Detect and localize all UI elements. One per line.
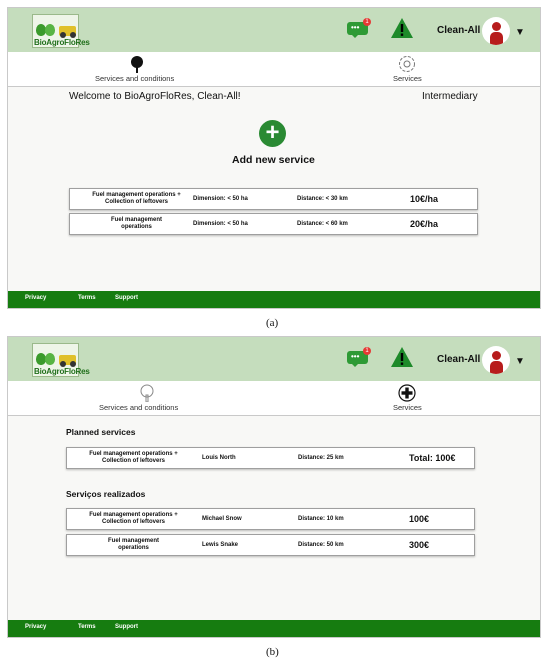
tab-label: Services	[393, 403, 422, 412]
price: 300€	[409, 540, 430, 550]
support-link[interactable]: Support	[115, 295, 138, 301]
plus-gear-icon	[398, 384, 416, 402]
service-name: Fuel management operations	[110, 217, 162, 230]
logo-text: BioAgroFloRes	[34, 38, 90, 47]
screen-a	[7, 7, 541, 309]
avatar-body	[490, 361, 503, 374]
tab-bar	[8, 381, 540, 416]
support-link[interactable]: Support	[115, 624, 138, 630]
app-logo[interactable]	[32, 14, 90, 48]
warning-icon[interactable]	[391, 347, 413, 367]
chevron-down-icon[interactable]: ▼	[515, 356, 525, 367]
privacy-link[interactable]: Privacy	[25, 295, 47, 301]
distance: Distance: < 60 km	[297, 221, 348, 227]
role-label: Intermediary	[422, 91, 478, 102]
chevron-down-icon[interactable]: ▼	[515, 27, 525, 38]
footer	[8, 291, 540, 308]
avatar[interactable]	[482, 346, 510, 374]
price: 20€/ha	[410, 219, 439, 229]
tab-label: Services	[393, 74, 422, 83]
add-service-label[interactable]: Add new service	[232, 154, 315, 166]
price: Total: 100€	[409, 453, 456, 463]
tab-services-conditions[interactable]	[92, 381, 182, 416]
terms-link[interactable]: Terms	[78, 624, 96, 630]
tree-icon	[45, 353, 55, 365]
caption-b: (b)	[266, 646, 279, 658]
tab-label: Services and conditions	[95, 74, 175, 83]
app-header	[8, 8, 540, 52]
completed-services-title: Serviços realizados	[66, 489, 146, 499]
notification-badge: 1	[363, 18, 371, 26]
planned-services-title: Planned services	[66, 427, 136, 437]
client-name: Louis North	[202, 455, 236, 461]
price: 10€/ha	[410, 194, 439, 204]
client-name: Lewis Snake	[202, 542, 239, 548]
app-header	[8, 337, 540, 381]
price: 100€	[409, 514, 430, 524]
app-logo[interactable]	[32, 343, 90, 377]
completed-service-row[interactable]	[66, 534, 475, 556]
planned-service-row[interactable]	[66, 447, 475, 469]
tree-icon	[128, 55, 146, 73]
service-name: Fuel management operations + Collection of leftovers	[92, 192, 181, 205]
footer	[8, 620, 540, 637]
tab-services[interactable]	[388, 52, 428, 87]
tab-services-conditions[interactable]	[92, 52, 182, 87]
warning-icon[interactable]	[391, 18, 413, 38]
user-name[interactable]: Clean-All	[437, 25, 481, 36]
client-name: Michael Snow	[202, 516, 242, 522]
service-row[interactable]	[69, 213, 478, 235]
caption-a: (a)	[266, 317, 279, 329]
tab-label: Services and conditions	[99, 403, 179, 412]
terms-link[interactable]: Terms	[78, 295, 96, 301]
tab-services[interactable]	[388, 381, 428, 416]
tree-icon	[45, 24, 55, 36]
user-name[interactable]: Clean-All	[437, 354, 481, 365]
service-name: Fuel management operations + Collection of leftovers	[89, 512, 178, 525]
tab-bar	[8, 52, 540, 87]
tree-icon	[138, 384, 156, 402]
service-name: Fuel management operations	[107, 538, 159, 551]
avatar[interactable]	[482, 17, 510, 45]
chat-icon[interactable]: •••	[347, 22, 368, 35]
logo-text: BioAgroFloRes	[34, 367, 90, 376]
chat-icon[interactable]: •••	[347, 351, 368, 364]
distance: Distance: 25 km	[298, 455, 344, 461]
notification-badge: 1	[363, 347, 371, 355]
avatar-head	[492, 351, 501, 360]
screen-b	[7, 336, 541, 638]
dimension: Dimension: < 50 ha	[193, 221, 248, 227]
gear-icon	[398, 55, 416, 73]
service-name: Fuel management operations + Collection of leftovers	[89, 451, 178, 464]
distance: Distance: < 30 km	[297, 196, 348, 202]
dimension: Dimension: < 50 ha	[193, 196, 248, 202]
service-row[interactable]	[69, 188, 478, 210]
avatar-body	[490, 32, 503, 45]
privacy-link[interactable]: Privacy	[25, 624, 47, 630]
distance: Distance: 10 km	[298, 516, 344, 522]
avatar-head	[492, 22, 501, 31]
welcome-text: Welcome to BioAgroFloRes, Clean-All!	[69, 91, 241, 102]
add-service-button[interactable]: +	[259, 120, 286, 147]
completed-service-row[interactable]	[66, 508, 475, 530]
distance: Distance: 50 km	[298, 542, 344, 548]
